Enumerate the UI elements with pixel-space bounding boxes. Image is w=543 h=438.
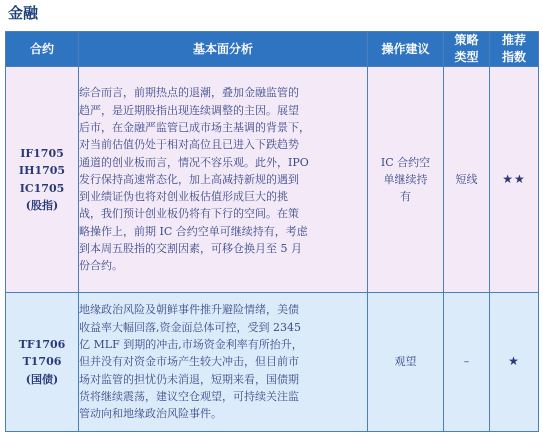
rating-stars: ★★: [490, 67, 539, 293]
section-title: 金融: [8, 4, 39, 22]
operation-line: 观望: [394, 355, 417, 369]
analysis-line: 份合约。: [79, 259, 123, 273]
contract-code: T1706: [22, 355, 62, 369]
table-header-row: [6, 32, 539, 67]
analysis-line: 亿 MLF 到期的冲击,市场资金利率有所抬升，: [79, 338, 303, 352]
analysis-line: 综合而言，前期热点的退潮，叠加金融监管的: [79, 86, 299, 100]
analysis-line: 通道的创业板而言，情况不容乐观。此外，IPO: [79, 155, 309, 169]
contract-cell: [6, 293, 79, 432]
contract-code: TF1706: [18, 337, 66, 351]
analysis-line: 货将继续震荡，建议空仓观望，可持续关注监: [79, 389, 299, 403]
analysis-cell: [79, 293, 368, 432]
analysis-line: 收益率大幅回落,资金面总体可控，受到 2345: [79, 320, 301, 334]
analysis-line: 到业绩证伪也将对创业板估值形成巨大的挑: [79, 190, 288, 204]
contract-category: (股指): [25, 199, 59, 212]
analysis-line: 后市，在金融严监管已成市场主基调的背景下，: [79, 120, 310, 134]
analysis-line: 略操作上，前期 IC 合约空单可继续持有，考虑: [79, 224, 308, 238]
operation-line: 单继续持: [383, 172, 428, 186]
analysis-cell: [79, 67, 368, 293]
header-rec-line2: 指数: [501, 50, 526, 64]
operation-cell: [368, 293, 444, 432]
operation-cell: [368, 67, 444, 293]
contract-category: (国债): [25, 372, 59, 386]
analysis-line: 管动向和地缘政治风险事件。: [79, 407, 222, 421]
header-rec-line1: 推荐: [501, 33, 526, 47]
contract-code: IH1705: [18, 164, 66, 177]
contract-code: IC1705: [19, 181, 65, 195]
header-analysis: 基本面分析: [79, 32, 368, 67]
table-row: [6, 67, 539, 293]
header-contract: 合约: [6, 32, 79, 67]
analysis-line: 发行保持高速常态化，加上高减持新规的遇到: [79, 172, 299, 186]
contract-code: IF1705: [20, 146, 64, 160]
header-strategy-line2: 类型: [454, 50, 479, 64]
operation-line: IC 合约空: [380, 155, 431, 169]
operation-line: 有: [400, 190, 411, 204]
analysis-line: 但并没有对资金市场产生较大冲击，但目前市: [79, 355, 299, 369]
strategy-cell: –: [444, 293, 490, 432]
strategy-cell: 短线: [444, 67, 490, 293]
analysis-line: 场对监管的担忧仍未消退，短期来看，国债期: [79, 372, 299, 386]
header-strategy-line1: 策略: [454, 33, 479, 47]
analysis-line: 战，我们预计创业板仍将有下行的空间。在策: [79, 207, 299, 221]
analysis-line: 地缘政治风险及朝鲜事件推升避险情绪，美债: [79, 303, 299, 317]
analysis-line: 趋严，是近期股指出现连续调整的主因。展望: [79, 103, 299, 117]
futures-advice-table: [5, 31, 539, 432]
contract-cell: [6, 67, 79, 293]
header-recommendation: [490, 32, 539, 67]
table-row: [6, 293, 539, 432]
analysis-line: 对当前估值仍处于相对高位且已进入下跌趋势: [79, 138, 299, 152]
analysis-line: 到本周五股指的交割因素，可移仓换月至 5 月: [79, 242, 302, 256]
header-strategy: [444, 32, 490, 67]
rating-stars: ★: [490, 293, 539, 432]
header-operation: 操作建议: [368, 32, 444, 67]
